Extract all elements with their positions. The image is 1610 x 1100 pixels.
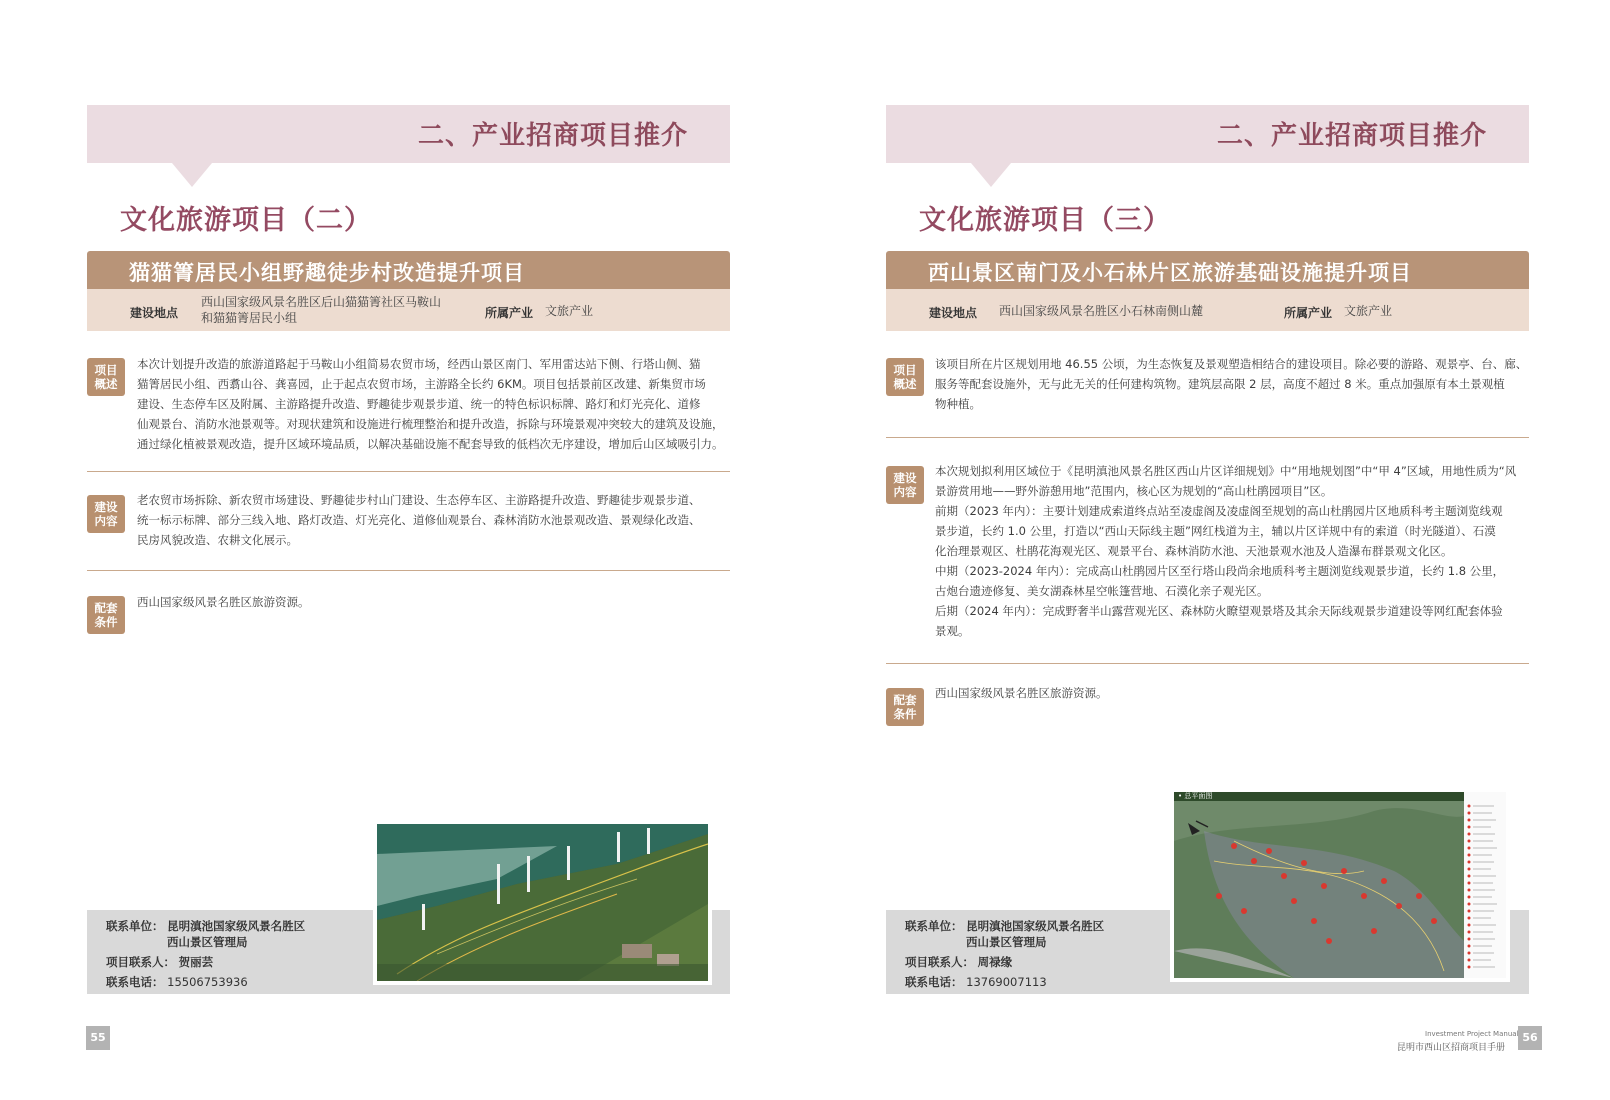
map-image	[1174, 801, 1464, 978]
overview-badge: 项目 概述	[87, 358, 125, 396]
content-text	[935, 461, 1532, 641]
contact-unit-value-2: 西山景区管理局	[167, 935, 248, 949]
overview-text	[935, 354, 1532, 414]
location-value-2: 和猫猫箐居民小组	[201, 311, 298, 325]
content-line: 前期（2023 年内）：主要计划建成索道终点站至凌虚阁及凌虚阁至规划的高山杜鹃园片区地质科考主题浏览线观	[935, 504, 1503, 518]
support-text: 西山国家级风景名胜区旅游资源。	[137, 595, 310, 609]
footer-english: Investment Project Manual	[1425, 1030, 1519, 1038]
location-value: 西山国家级风景名胜区小石林南侧山麓	[999, 304, 1204, 318]
industry-value: 文旅产业	[1344, 304, 1393, 318]
section-title: 二、产业招商项目推介	[1216, 121, 1487, 151]
overview-line: 猫箐居民小组、西翥山谷、龚喜园，止于起点农贸市场，主游路全长约 6KM。项目包括景前区改建、新集贸市场	[137, 377, 706, 391]
overview-badge: 项目 概述	[886, 358, 924, 396]
map-caption: • 总平面图	[1178, 792, 1213, 800]
industry-value: 文旅产业	[545, 304, 594, 318]
contact-phone-value: 13769007113	[966, 975, 1047, 989]
content-line: 后期（2024 年内）：完成野奢半山露营观光区、森林防火瞭望观景塔及其余天际线观景步道建设等网红配套体验	[935, 604, 1503, 618]
content-line: 古炮台遗迹修复、美女湖森林星空帐篷营地、石漠化亲子观光区。	[935, 584, 1269, 598]
location-label: 建设地点	[130, 306, 179, 320]
content-line: 景游赏用地——野外游憩用地”范围内，核心区为规划的“高山杜鹃园项目”区。	[935, 484, 1333, 498]
content-text	[137, 490, 732, 550]
support-badge: 配套 条件	[87, 596, 125, 634]
page-number: 56	[1518, 1026, 1542, 1050]
contact-phone-label: 联系电话：	[106, 975, 164, 989]
overview-line: 物种植。	[935, 397, 981, 411]
overview-line: 该项目所在片区规划用地 46.55 公顷，为生态恢复及景观塑造相结合的建设项目。除必要的游路、观景亭、台、廊、	[935, 357, 1528, 371]
contact-person-value: 贺丽芸	[178, 955, 214, 969]
industry-label: 所属产业	[485, 306, 534, 320]
aerial-photo	[373, 820, 712, 985]
project-title: 西山景区南门及小石林片区旅游基础设施提升项目	[928, 261, 1412, 285]
project-info-bar	[886, 289, 1529, 331]
support-badge: 配套 条件	[886, 688, 924, 726]
content-line: 老农贸市场拆除、新农贸市场建设、野趣徒步村山门建设、生态停车区、主游路提升改造、野趣徒步观景步道、	[137, 493, 701, 507]
overview-line: 仙观景台、消防水池景观等。对现状建筑和设施进行梳理整治和提升改造，拆除与环境景观冲突较大的建筑及设施，	[137, 417, 724, 431]
content-line: 化治理景观区、杜鹃花海观光区、观景平台、森林消防水池、天池景观水池及人造瀑布群景观文化区。	[935, 544, 1453, 558]
right-page	[805, 0, 1610, 1100]
project-info-bar	[87, 289, 730, 331]
contact-unit-value: 昆明滇池国家级风景名胜区	[167, 919, 306, 933]
content-badge: 建设 内容	[886, 466, 924, 504]
content-line: 本次规划拟利用区域位于《昆明滇池风景名胜区西山片区详细规划》中“用地规划图”中“甲 4”区域，用地性质为“风	[935, 464, 1517, 478]
section-title: 二、产业招商项目推介	[417, 121, 688, 151]
master-plan-map	[1170, 788, 1510, 982]
contact-phone-value: 15506753936	[167, 975, 248, 989]
project-title-bar	[87, 251, 730, 289]
contact-unit-value-2: 西山景区管理局	[966, 935, 1047, 949]
map-legend	[1464, 792, 1506, 978]
support-text: 西山国家级风景名胜区旅游资源。	[935, 686, 1108, 700]
content-line: 景步道，长约 1.0 公里，打造以“西山天际线主题”网红栈道为主，辅以片区详规中有的索道（时光隧道）、石漠	[935, 524, 1496, 538]
category-heading: 文化旅游项目（三）	[919, 205, 1171, 236]
contact-person-label: 项目联系人：	[106, 955, 175, 969]
overview-text	[137, 354, 732, 454]
divider	[886, 663, 1529, 664]
footer-chinese: 昆明市西山区招商项目手册	[1397, 1043, 1506, 1053]
industry-label: 所属产业	[1284, 306, 1333, 320]
content-line: 统一标示标牌、部分三线入地、路灯改造、灯光亮化、道修仙观景台、森林消防水池景观改造、景观绿化改造、	[137, 513, 701, 527]
project-title-bar	[886, 251, 1529, 289]
contact-person-label: 项目联系人：	[905, 955, 974, 969]
category-heading: 文化旅游项目（二）	[120, 205, 372, 236]
location-value-1: 西山国家级风景名胜区后山猫猫箐社区马鞍山	[201, 295, 442, 309]
aerial-photo-image	[377, 824, 708, 981]
divider	[886, 437, 1529, 438]
overview-line: 服务等配套设施外，无与此无关的任何建构筑物。建筑层高限 2 层，高度不超过 8 米。重点加强原有本土景观植	[935, 377, 1505, 391]
divider	[87, 570, 730, 571]
contact-person-value: 周禄缘	[977, 955, 1013, 969]
overview-line: 建设、生态停车区及附属、主游路提升改造、野趣徒步观景步道、统一的特色标识标牌、路灯和灯光亮化、道修	[137, 397, 701, 411]
contact-unit-value: 昆明滇池国家级风景名胜区	[966, 919, 1105, 933]
page-number: 55	[86, 1026, 110, 1050]
section-banner	[886, 105, 1529, 163]
divider	[87, 471, 730, 472]
contact-unit-label: 联系单位：	[106, 919, 164, 933]
overview-line: 通过绿化植被景观改造，提升区域环境品质，以解决基础设施不配套导致的低档次无序建设，增加后山区域吸引力。	[137, 437, 724, 451]
overview-line: 本次计划提升改造的旅游道路起于马鞍山小组简易农贸市场，经西山景区南门、军用雷达站下侧、行塔山侧、猫	[137, 357, 701, 371]
content-line: 景观。	[935, 624, 970, 638]
content-line: 中期（2023-2024 年内）：完成高山杜鹃园片区至行塔山段尚余地质科考主题浏览线观景步道，长约 1.8 公里，	[935, 564, 1505, 578]
location-label: 建设地点	[929, 306, 978, 320]
contact-unit-label: 联系单位：	[905, 919, 963, 933]
banner-pointer	[971, 163, 1011, 187]
content-badge: 建设 内容	[87, 495, 125, 533]
section-banner	[87, 105, 730, 163]
contact-phone-label: 联系电话：	[905, 975, 963, 989]
content-line: 民房风貌改造、农耕文化展示。	[137, 533, 298, 547]
banner-pointer	[172, 163, 212, 187]
project-title: 猫猫箐居民小组野趣徒步村改造提升项目	[129, 261, 525, 285]
